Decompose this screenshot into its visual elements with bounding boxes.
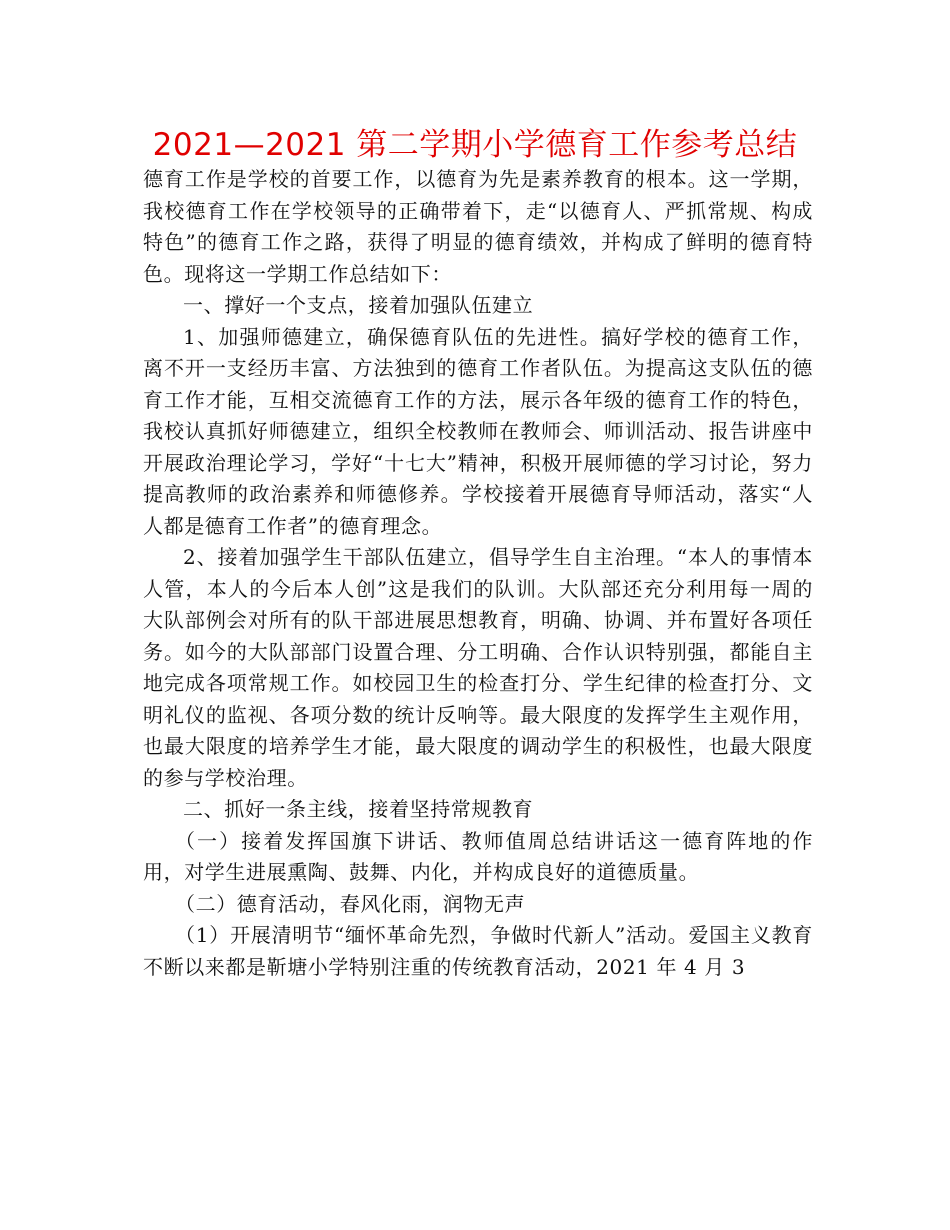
section-heading-2: 二、抓好一条主线，接着坚持常规教育 bbox=[183, 797, 534, 821]
document-title: 2021—2021 第二学期小学德育工作参考总结 bbox=[152, 127, 798, 163]
paragraph-flag-speech: （一）接着发挥国旗下讲话、教师值周总结讲话这一德育阵地的作用，对学生进展熏陶、鼓舞、内化，并构成良好的道德质量。 bbox=[143, 828, 813, 884]
document-body bbox=[143, 164, 813, 983]
paragraph-student-cadres: 2、接着加强学生干部队伍建立，倡导学生自主治理。“本人的事情本人管，本人的今后本人创”这是我们的队训。大队部还充分利用每一周的大队部例会对所有的队干部进展思想教育，明确、协调、并布置好各项任务。如今的大队部部门设置合理、分工明确、合作认识特别强，都能自主地完成各项常规工作。如校园卫生的检查打分、学生纪律的检查打分、文明礼仪的监视、各项分数的统计反响等。最大限度的发挥学生主观作用，也最大限度的培养学生才能，最大限度的调动学生的积极性，也最大限度的参与学校治理。 bbox=[143, 545, 813, 790]
intro-paragraph: 德育工作是学校的首要工作，以德育为先是素养教育的根本。这一学期，我校德育工作在学校领导的正确带着下，走“以德育人、严抓常规、构成特色”的德育工作之路，获得了明显的德育绩效，并构成了鲜明的德育特色。现将这一学期工作总结如下： bbox=[143, 167, 813, 286]
section-heading-1: 一、撑好一个支点，接着加强队伍建立 bbox=[183, 293, 534, 317]
subheading-activities: （二）德育活动，春风化雨，润物无声 bbox=[175, 891, 526, 916]
paragraph-teacher-ethics: 1、加强师德建立，确保德育队伍的先进性。搞好学校的德育工作，离不开一支经历丰富、方法独到的德育工作者队伍。为提高这支队伍的德育工作才能，互相交流德育工作的方法，展示各年级的德育工作的特色，我校认真抓好师德建立，组织全校教师在教师会、师训活动、报告讲座中开展政治理论学习，学好“十七大”精神，积极开展师德的学习讨论，努力提高教师的政治素养和师德修养。学校接着开展德育导师活动，落实“人人都是德育工作者”的德育理念。 bbox=[143, 324, 813, 538]
paragraph-qingming: （1）开展清明节“缅怀革命先烈，争做时代新人”活动。爱国主义教育不断以来都是靳塘小学特别注重的传统教育活动，2021 年 4 月 3 bbox=[143, 923, 813, 979]
